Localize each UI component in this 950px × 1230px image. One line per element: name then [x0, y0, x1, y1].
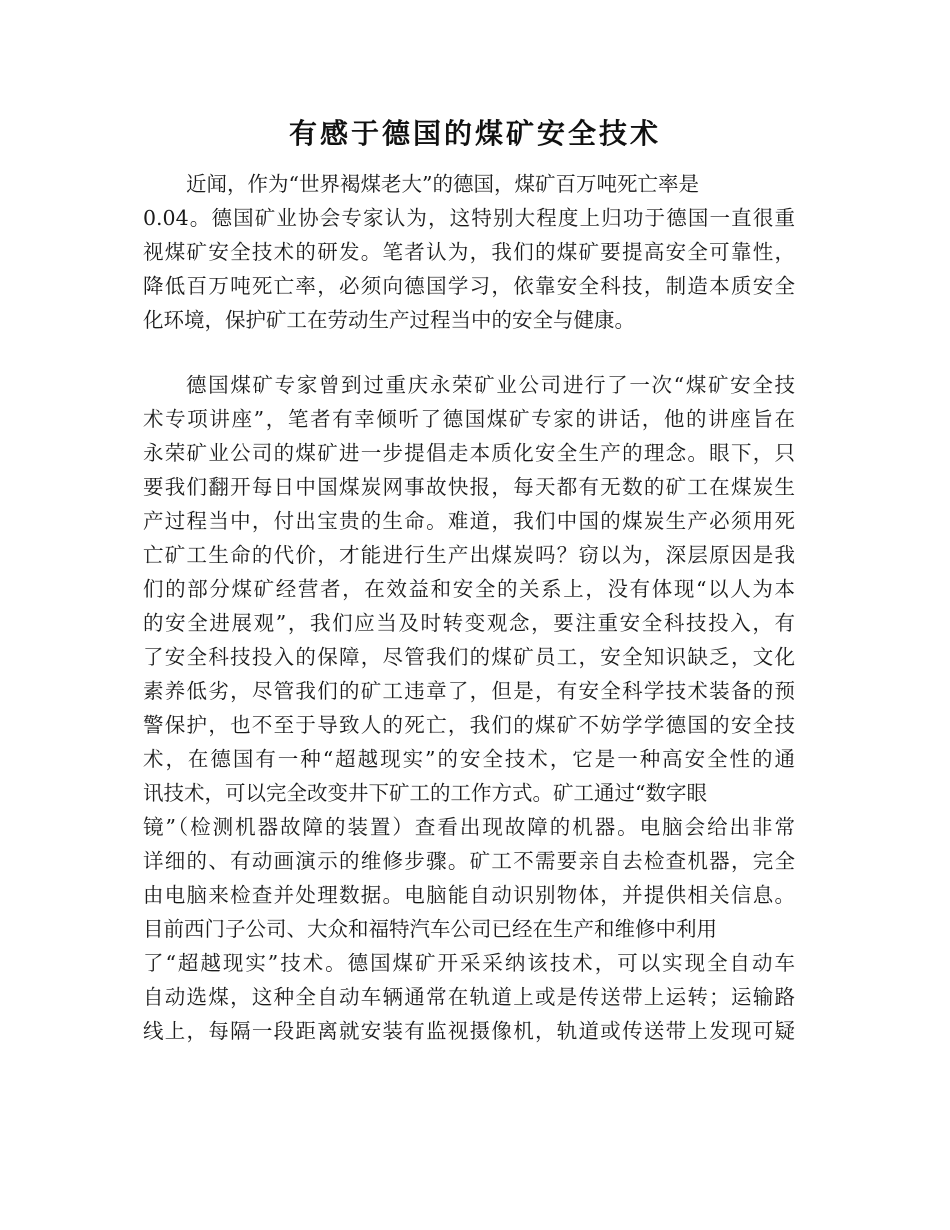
text-line: 要我们翻开每日中国煤炭网事故快报，每天都有无数的矿工在煤炭生 [143, 475, 795, 499]
text-line: 亡矿工生命的代价，才能进行生产出煤炭吗？窃以为，深层原因是我 [143, 543, 795, 567]
document-title: 有感于德国的煤矿安全技术 [288, 117, 661, 150]
text-line: 视煤矿安全技术的研发。笔者认为，我们的煤矿要提高安全可靠性， [143, 240, 795, 264]
text-line: 讯技术，可以完全改变井下矿工的工作方式。矿工通过“数字眼 [143, 781, 707, 805]
text-line: 的安全进展观”，我们应当及时转变观念，要注重安全科技投入，有 [143, 611, 795, 635]
text-line: 化环境，保护矿工在劳动生产过程当中的安全与健康。 [143, 308, 635, 332]
text-line: 了“超越现实”技术。德国煤矿开采采纳该技术，可以实现全自动车 [143, 951, 795, 975]
text-line: 由电脑来检查并处理数据。电脑能自动识别物体，并提供相关信息。 [143, 883, 795, 907]
text-line: 自动选煤，这种全自动车辆通常在轨道上或是传送带上运转；运输路 [143, 985, 795, 1009]
text-line: 产过程当中，付出宝贵的生命。难道，我们中国的煤炭生产必须用死 [143, 509, 795, 533]
text-line: 术，在德国有一种“超越现实”的安全技术，它是一种高安全性的通 [143, 747, 795, 771]
text-line: 近闻，作为“世界褐煤老大”的德国，煤矿百万吨死亡率是 [186, 172, 699, 196]
text-line: 们的部分煤矿经营者，在效益和安全的关系上，没有体现“以人为本 [143, 577, 795, 601]
text-line: 了安全科技投入的保障，尽管我们的煤矿员工，安全知识缺乏，文化 [143, 645, 795, 669]
text-line: 0.04。德国矿业协会专家认为，这特别大程度上归功于德国一直很重 [143, 206, 795, 230]
text-line: 详细的、有动画演示的维修步骤。矿工不需要亲自去检查机器，完全 [143, 849, 795, 873]
text-line: 线上，每隔一段距离就安装有监视摄像机，轨道或传送带上发现可疑 [143, 1019, 795, 1043]
text-line: 德国煤矿专家曾到过重庆永荣矿业公司进行了一次“煤矿安全技 [186, 373, 795, 397]
text-line: 素养低劣，尽管我们的矿工违章了，但是，有安全科学技术装备的预 [143, 679, 795, 703]
text-line: 目前西门子公司、大众和福特汽车公司已经在生产和维修中利用 [143, 917, 717, 941]
text-line: 永荣矿业公司的煤矿进一步提倡走本质化安全生产的理念。眼下，只 [143, 441, 795, 465]
text-line: 术专项讲座”，笔者有幸倾听了德国煤矿专家的讲话，他的讲座旨在 [143, 407, 795, 431]
text-line: 镜”（检测机器故障的装置）查看出现故障的机器。电脑会给出非常 [143, 815, 795, 839]
text-line: 降低百万吨死亡率，必须向德国学习，依靠安全科技，制造本质安全 [143, 274, 795, 298]
text-line: 警保护，也不至于导致人的死亡，我们的煤矿不妨学学德国的安全技 [143, 713, 795, 737]
